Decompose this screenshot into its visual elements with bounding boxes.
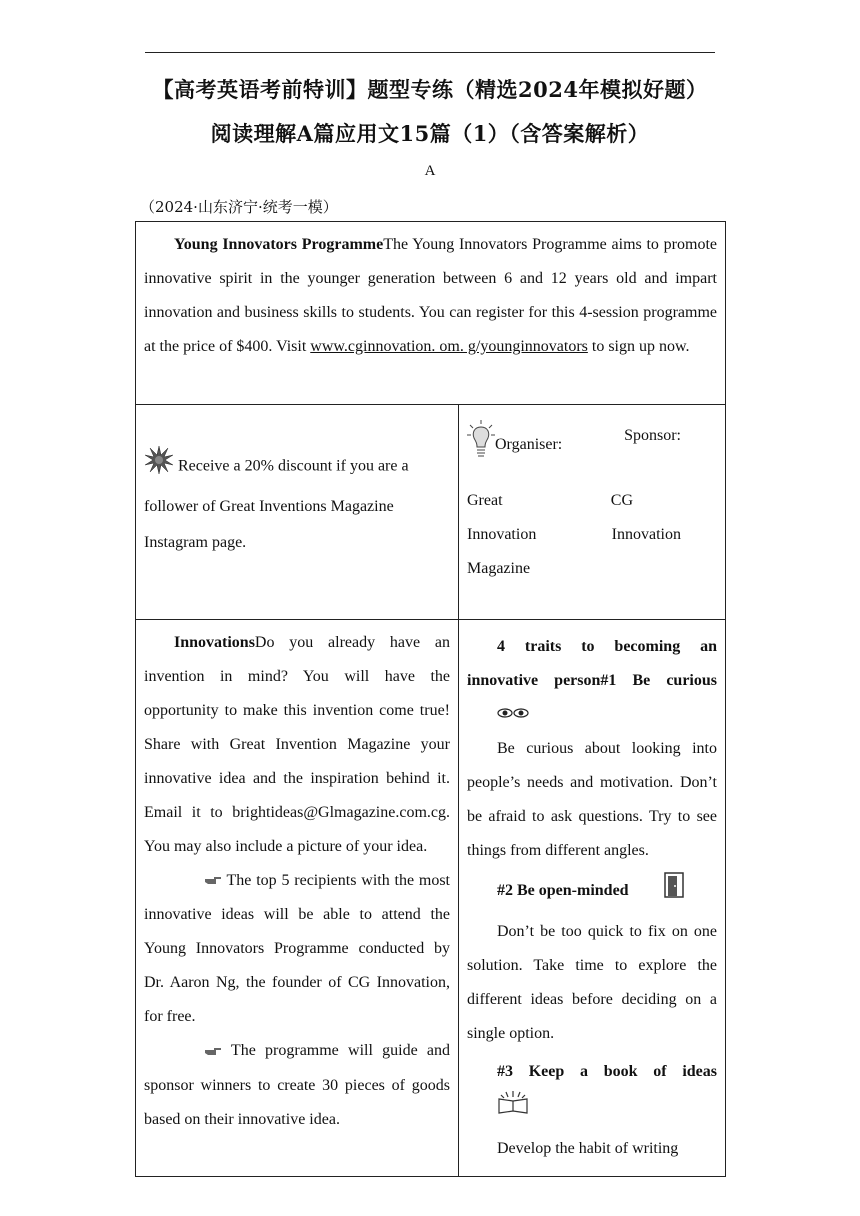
discount-text: Receive a 20% discount if you are a follower of Great Inventions Magazine Instagram page. (144, 457, 409, 551)
organiser-name-word3: Magazine (467, 560, 531, 577)
organiser-row-2 (467, 518, 717, 552)
programme-link[interactable]: www.cginnovation. om. g/younginnovators (310, 338, 588, 355)
innovations-heading: Innovations (174, 634, 255, 651)
organiser-label-wrap (467, 419, 562, 472)
eyes-icon (467, 698, 529, 732)
point-1-text: The top 5 recipients with the most innovative ideas will be able to attend the Young Innovators Programme conducted by Dr. Aaron Ng, the founder of CG Innovation, for free. (144, 872, 450, 1026)
sponsor-name-word1: CG (610, 492, 633, 509)
lightbulb-icon (467, 419, 495, 472)
organiser-sponsor-labels (467, 419, 717, 472)
traits-heading-paragraph (467, 630, 717, 732)
organiser-row-1 (467, 484, 717, 518)
organiser-name-word2: Innovation (467, 526, 537, 543)
trait-3-heading: #3 Keep a book of ideas (497, 1063, 717, 1081)
content-table (135, 221, 726, 1177)
top-rule (145, 52, 715, 53)
door-icon (633, 872, 685, 911)
trait-2-text: Don’t be too quick to fix on one solution. Take time to explore the different ideas before deciding on a single option. (467, 923, 717, 1043)
organiser-name-word1: Great (467, 492, 503, 509)
programme-box (136, 222, 726, 405)
trait-2-heading: #2 Be open-minded (497, 882, 629, 900)
page-title-line1: 【高考英语考前特训】题型专练（精选2024年模拟好题） (152, 77, 708, 102)
traits-heading: 4 traits to becoming an innovative person#1 Be curious (467, 638, 717, 689)
innovations-text: Do you already have an invention in mind? You will have the opportunity to make this invention come true! Share with Great Invention Magazine your innovative idea and the inspiration behind it. Email it to brightideas@Glmagazine.com.cg. You may also include a picture of your idea. (144, 634, 450, 855)
page-title-line2: 阅读理解A篇应用文15篇（1）（含答案解析） (210, 121, 650, 146)
programme-text: The Young Innovators Programme aims to promote innovative spirit in the younger generation between 6 and 12 years old and impart innovation and business skills to students. You can register for this 4-session programme at the price of $400. Visit (144, 236, 717, 355)
trait-2-heading-paragraph (467, 872, 717, 911)
pointing-hand-icon (174, 864, 222, 898)
organiser-box (459, 405, 726, 620)
innovations-point-2 (144, 1034, 450, 1136)
innovations-intro (144, 626, 450, 864)
pointing-hand-icon (174, 1035, 222, 1069)
trait-1-text: Be curious about looking into people’s needs and motivation. Don’t be afraid to ask questions. Try to see things from different angles. (467, 740, 717, 860)
discount-paragraph (144, 445, 450, 561)
sponsor-label: Sponsor: (624, 427, 681, 444)
organiser-label: Organiser: (495, 436, 563, 454)
traits-box (459, 620, 726, 1177)
programme-heading: Young Innovators Programme (174, 236, 384, 253)
sponsor-name-word2: Innovation (611, 526, 681, 543)
source-label: （2024·山东济宁·统考一模） (140, 198, 338, 216)
book-icon (467, 1089, 529, 1128)
trait-3-heading-paragraph (467, 1055, 717, 1128)
programme-paragraph (144, 228, 717, 364)
trait-3-text: Develop the habit of writing (497, 1140, 679, 1158)
point-2-text: The programme will guide and sponsor winners to create 30 pieces of goods based on their innovative idea. (144, 1042, 450, 1128)
starburst-icon (144, 445, 174, 489)
section-letter: A (424, 163, 436, 179)
innovations-point-1 (144, 864, 450, 1034)
programme-text-after: to sign up now. (587, 338, 690, 355)
innovations-box (136, 620, 459, 1177)
discount-box (136, 405, 459, 620)
